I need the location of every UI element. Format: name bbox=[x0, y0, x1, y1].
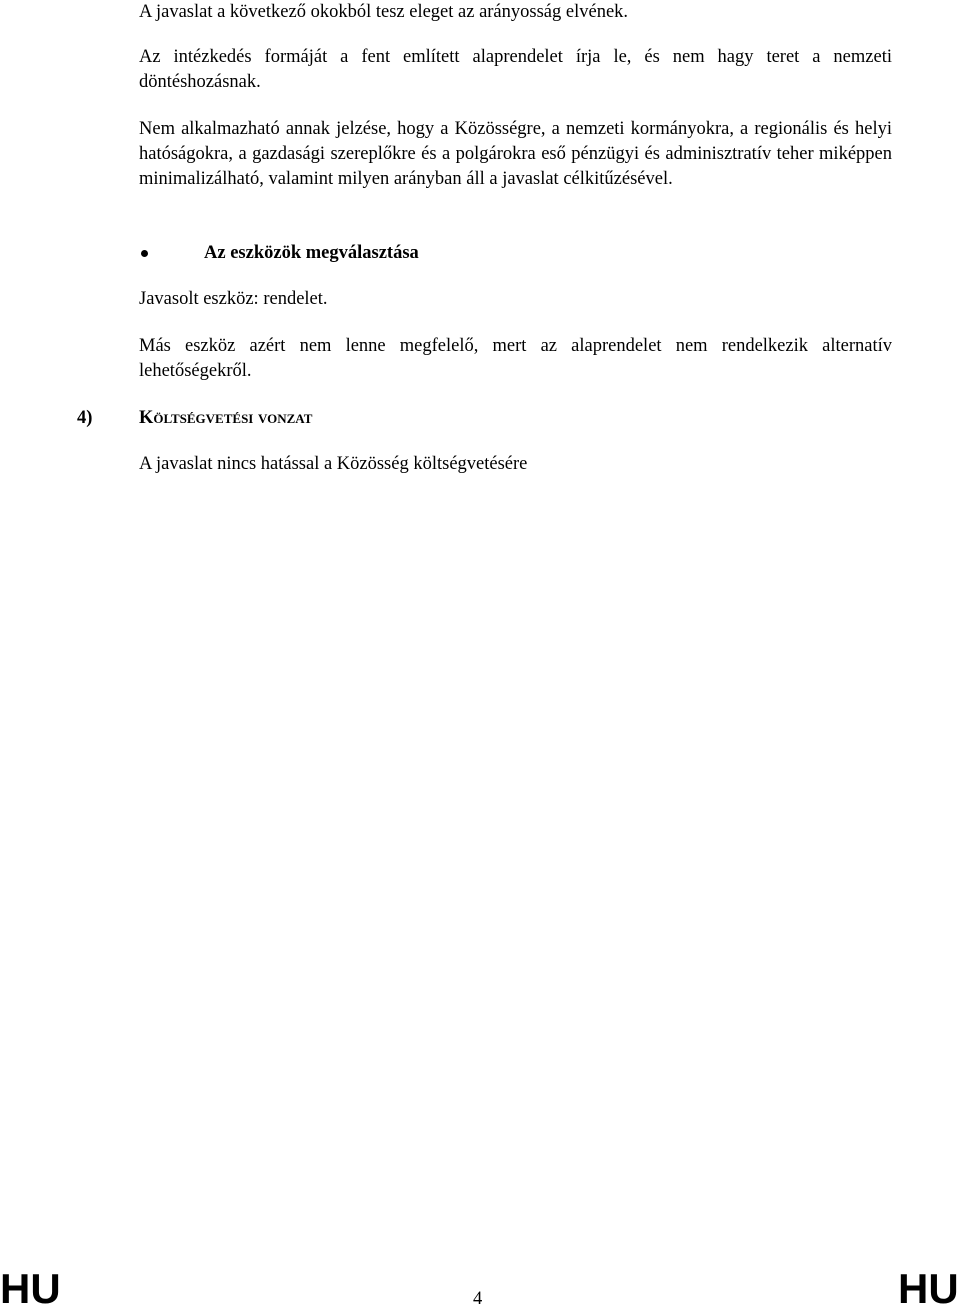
section-number: 4) bbox=[77, 408, 93, 428]
paragraph-proportionality-intro: A javaslat a következő okokból tesz eleget az arányosság elvének. bbox=[139, 2, 629, 22]
paragraph-proposed-instrument: Javasolt eszköz: rendelet. bbox=[139, 289, 328, 309]
paragraph-measure-form: Az intézkedés formáját a fent említett alaprendelet írja le, és nem hagy teret a nemzeti döntéshozásnak. bbox=[139, 47, 892, 92]
footer-language-left: HU bbox=[0, 1265, 61, 1312]
bullet-icon bbox=[141, 250, 148, 257]
paragraph-other-instruments: Más eszköz azért nem lenne megfelelő, mert az alaprendelet nem rendelkezik alternatív lehetőségekről. bbox=[139, 336, 892, 381]
bullet-heading-row bbox=[139, 241, 892, 266]
footer-language-right: HU bbox=[898, 1265, 959, 1312]
footer-page-number: 4 bbox=[473, 1289, 483, 1309]
section-heading-row bbox=[0, 406, 960, 431]
bullet-heading: Az eszközök megválasztása bbox=[204, 243, 419, 263]
paragraph-burden-note: Nem alkalmazható annak jelzése, hogy a Közösségre, a nemzeti kormányokra, a regionális és helyi hatóságokra, a gazdasági szereplőkre és a polgárokra eső pénzügyi és adminisztratív teher miképpen minimalizálható, valamint milyen arányban áll a javaslat célkitűzésével. bbox=[139, 119, 892, 189]
section-title: Költségvetési vonzat bbox=[139, 408, 313, 428]
paragraph-budget-impact: A javaslat nincs hatással a Közösség költségvetésére bbox=[139, 454, 528, 474]
